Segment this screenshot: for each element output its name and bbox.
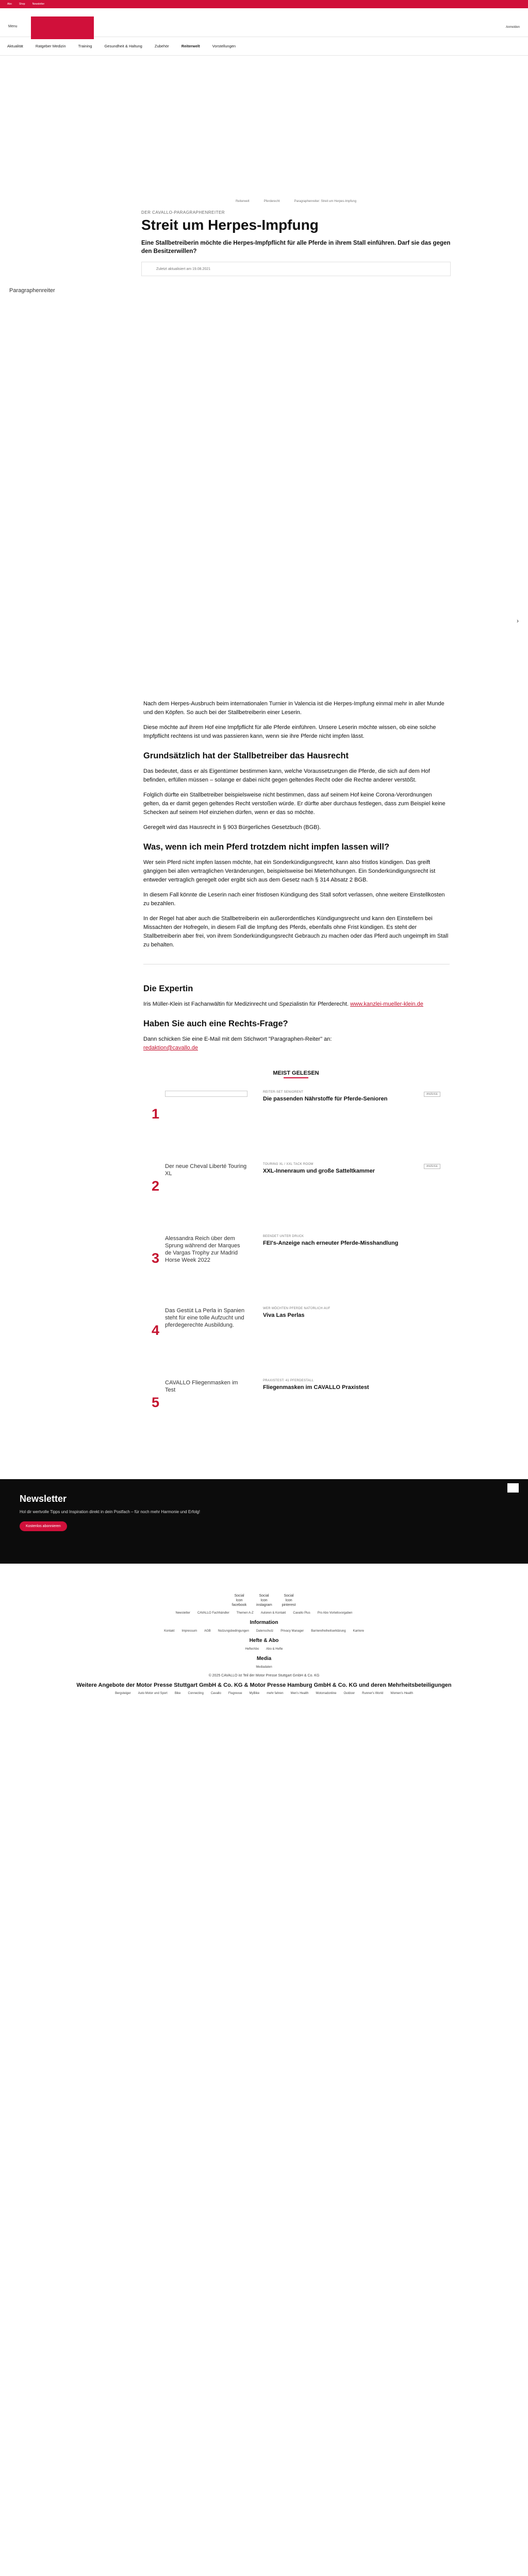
nav-item-vorstellungen[interactable]: Vorstellungen <box>212 44 236 48</box>
teaser-kicker: PRAXISTEST: 41 PFERDESTALL <box>263 1379 314 1382</box>
footer-link[interactable]: Barrierefreiheitserklärung <box>311 1630 346 1633</box>
partner-link[interactable]: Connecting <box>188 1692 204 1695</box>
most-read-title: MEIST GELESEN <box>273 1070 319 1076</box>
rank-number: 1 <box>152 1106 160 1122</box>
partner-link[interactable]: Outdoor <box>343 1692 355 1695</box>
most-read-item[interactable] <box>152 1091 440 1163</box>
ad-placeholder <box>0 56 528 200</box>
partner-link[interactable]: MyBike <box>249 1692 260 1695</box>
most-read-item[interactable] <box>152 1379 440 1451</box>
pinterest-icon[interactable]: Social Icon pinterest <box>282 1594 296 1607</box>
teaser-headline[interactable]: XXL-Innenraum und große Satteltkammer <box>263 1168 375 1174</box>
partner-link[interactable]: Men's Health <box>290 1692 309 1695</box>
paragraph: In der Regel hat aber auch die Stallbetreiberin ein außerordentliches Kündigungsrecht und kann den Einstellern bei Missachten der Hofregeln, in diesem Fall die Impfung des Pferds, ebenfalls ohne Frist kündigen. Es steht der Stallbetreiberin aber frei, von ihrem Sonderkündigungsrecht Gebrauch zu machen oder das Pferd auch ungeimpft im Stall zu behalten. <box>143 916 449 948</box>
teaser-kicker: WER MÖCHTEN PFERDE NATÜRLICH AUF <box>263 1307 331 1310</box>
breadcrumb-item[interactable]: Reiterwelt <box>235 200 250 203</box>
teaser-kicker: BEENDET UNTER DRUCK <box>263 1235 304 1238</box>
teaser-headline[interactable]: Fliegenmasken im CAVALLO Praxistest <box>263 1384 369 1391</box>
footer-info-links <box>0 1630 528 1633</box>
menu-button[interactable]: Menu <box>8 25 18 28</box>
teaser-image[interactable]: CAVALLO Fliegenmasken im Test <box>165 1380 238 1393</box>
expert-text <box>143 1000 450 1009</box>
teaser-kicker: REITER-SET SENIORENT <box>263 1091 304 1094</box>
nav-item-ratgeber-medizin[interactable]: Ratgeber Medizin <box>35 44 66 48</box>
paragraph: In diesem Fall könnte die Leserin nach einer fristlosen Kündigung des Stall sofort verlassen, ohne weitere Einstellkosten zu bezahlen. <box>143 892 445 907</box>
footer-heading-media: Media <box>256 1656 272 1662</box>
rank-number: 3 <box>152 1250 160 1266</box>
login-link[interactable]: Anmelden <box>505 26 520 29</box>
partner-link[interactable]: mehr fahren <box>267 1692 284 1695</box>
teaser-image[interactable]: Der neue Cheval Liberté Touring XL <box>165 1163 247 1177</box>
partner-link[interactable]: Auto Motor und Sport <box>138 1692 168 1695</box>
paragraph: Folglich dürfte ein Stallbetreiber beispielsweise nicht bestimmen, dass auf seinem Hof keine Corona-Verordnungen gelten, da er damit gegen geltendes Recht verstoßen würde. Er dürfte aber durchaus festlegen, dass zum Beispiel keine Schecken auf seinem Hof einziehen dürfen, wenn er das so möchte. <box>143 792 446 816</box>
footer-link[interactable]: Datenschutz <box>256 1630 274 1633</box>
partner-link[interactable]: Cavallo <box>210 1692 221 1695</box>
topbar-link-newsletter[interactable]: Newsletter <box>32 3 45 6</box>
article-teaser: Eine Stallbetreiberin möchte die Herpes-Impfpflicht für alle Pferde in ihrem Stall einführen. Darf sie das gegen den Besitzerwillen? <box>141 240 451 255</box>
footer-heft-links <box>0 1648 528 1651</box>
teaser-text <box>263 1091 440 1163</box>
partner-link[interactable]: Bergsteiger <box>115 1692 131 1695</box>
ad-badge: ANZEIGE <box>424 1164 440 1169</box>
newsletter-title: Newsletter <box>20 1494 67 1504</box>
main-navigation <box>0 37 528 56</box>
instagram-icon[interactable]: Social Icon instagram <box>256 1594 272 1607</box>
footer-heading-hefte: Hefte & Abo <box>249 1638 279 1643</box>
paragraph: Wer sein Pferd nicht impfen lassen möchte, hat ein Sonderkündigungsrecht, kann also fristlos kündigen. Das greift gängigen bei allen vertraglichen Veränderungen, beispielsweise bei Mieterhöhungen. Ein Sonderkündigungsrecht ist entweder vertraglich geregelt oder ergibt sich aus dem Gesetz nach § 314 Absatz 2 BGB. <box>143 859 436 883</box>
teaser-headline[interactable]: Die passenden Nährstoffe für Pferde-Senioren <box>263 1096 388 1102</box>
footer-link[interactable]: Themen A-Z <box>236 1612 254 1615</box>
partner-link[interactable]: Flugrevue <box>228 1692 242 1695</box>
article-body <box>143 700 450 1053</box>
nav-item-reiterwelt[interactable]: Reiterwelt <box>181 44 200 48</box>
footer-link[interactable]: Abo & Hefte <box>266 1648 283 1651</box>
social-icons <box>0 1594 528 1607</box>
footer-link[interactable]: Pro Abo Vorteilsvorgaben <box>317 1612 353 1615</box>
footer-link[interactable]: Hefte/Abo <box>245 1648 259 1651</box>
nav-item-training[interactable]: Training <box>78 44 92 48</box>
ad-badge: ANZEIGE <box>424 1092 440 1097</box>
nav-item-zubehoer[interactable]: Zubehör <box>154 44 169 48</box>
teaser-image[interactable] <box>165 1091 248 1097</box>
subscribe-button[interactable]: Kostenlos abonnieren <box>20 1521 67 1531</box>
teaser-headline[interactable]: Viva Las Perlas <box>263 1312 305 1318</box>
paragraph: Das bedeutet, dass er als Eigentümer bestimmen kann, welche Voraussetzungen die Pferde, die sich auf dem Hof befinden, erfüllen müssen – solange er dabei nicht gegen geltendes Recht oder die Rechte anderer verstößt. <box>143 768 430 783</box>
footer-link[interactable]: Mediadaten <box>256 1666 272 1669</box>
copyright: © 2025 CAVALLO ist Teil der Motor Presse Stuttgart GmbH & Co. KG <box>208 1674 320 1677</box>
hero-image <box>0 287 528 700</box>
cavallo-logo[interactable] <box>31 16 94 39</box>
most-read-section <box>152 1070 440 1451</box>
rank-number: 4 <box>152 1323 160 1338</box>
partner-link[interactable]: Runner's World <box>362 1692 384 1695</box>
site-footer <box>0 1564 528 1695</box>
footer-heading-information: Information <box>250 1620 278 1625</box>
nav-item-gesundheit-haltung[interactable]: Gesundheit & Haltung <box>104 44 142 48</box>
newsletter-image <box>507 1483 519 1493</box>
most-read-item[interactable] <box>152 1307 440 1379</box>
question-text <box>143 1035 450 1053</box>
breadcrumb-item[interactable]: Pferderecht <box>263 200 280 203</box>
footer-link[interactable]: Impressum <box>182 1630 197 1633</box>
rank-number: 2 <box>152 1178 160 1194</box>
site-header <box>0 8 528 37</box>
article-header <box>141 200 451 276</box>
expert-heading: Die Expertin <box>143 984 193 993</box>
footer-link[interactable]: Privacy Manager <box>280 1630 304 1633</box>
facebook-icon[interactable]: Social Icon facebook <box>232 1594 247 1607</box>
footer-link[interactable]: Autoren & Kontakt <box>260 1612 286 1615</box>
footer-link[interactable]: Cavallo Plus <box>293 1612 310 1615</box>
topbar-link-shop[interactable]: Shop <box>19 3 25 6</box>
footer-link[interactable]: Newsletter <box>175 1612 190 1615</box>
breadcrumb-item: Paragraphenreiter: Streit um Herpes-Impfung <box>294 200 357 203</box>
question-heading: Haben Sie auch eine Rechts-Frage? <box>143 1019 288 1028</box>
footer-media-links <box>0 1666 528 1669</box>
teaser-text <box>263 1235 440 1307</box>
teaser-headline[interactable]: FEI's-Anzeige nach erneuter Pferde-Misshandlung <box>263 1240 399 1246</box>
footer-link[interactable]: Karriere <box>353 1630 364 1633</box>
email-link[interactable]: redaktion@cavallo.de <box>143 1045 198 1051</box>
expert-box <box>143 964 450 1053</box>
teaser-text <box>263 1307 440 1379</box>
article-kicker: DER CAVALLO-PARAGRAPHENREITER <box>141 210 225 215</box>
teaser-image[interactable]: Alessandra Reich über dem Sprung während der Marques de Vargas Trophy zur Madrid Horse Week 2022 <box>165 1235 240 1263</box>
paragraph: Geregelt wird das Hausrecht in § 903 Bürgerliches Gesetzbuch (BGB). <box>143 824 321 831</box>
footer-links <box>0 1612 528 1615</box>
section-heading: Was, wenn ich mein Pferd trotzdem nicht impfen lassen will? <box>143 842 390 852</box>
hero-image-alt: Paragraphenreiter <box>9 287 55 294</box>
most-read-item[interactable] <box>152 1163 440 1235</box>
newsletter-banner <box>0 1479 528 1564</box>
partner-links <box>0 1692 528 1695</box>
question-description: Dann schicken Sie eine E-Mail mit dem Stichwort "Paragraphen-Reiter" an: <box>143 1036 332 1042</box>
teaser-kicker: TOURING XL / XXL TACK ROOM <box>263 1163 314 1166</box>
breadcrumb <box>141 200 451 203</box>
next-arrow-icon[interactable]: › <box>517 617 519 624</box>
partner-link[interactable]: Motorradonline <box>316 1692 337 1695</box>
more-offers-title: Weitere Angebote der Motor Presse Stuttgart GmbH & Co. KG & Motor Presse Hamburg GmbH & Co. KG und deren Mehrheitsbeteiligungen <box>76 1682 452 1688</box>
footer-link[interactable]: Nutzungsbedingungen <box>218 1630 249 1633</box>
nav-item-aktualitaet[interactable]: Aktualität <box>7 44 23 48</box>
most-read-item[interactable] <box>152 1235 440 1307</box>
topbar-link-abo[interactable]: Abo <box>7 3 12 6</box>
page-title: Streit um Herpes-Impfung <box>141 217 319 233</box>
teaser-text <box>263 1379 440 1451</box>
rank-number: 5 <box>152 1395 160 1410</box>
last-updated: Zuletzt aktualisiert am 19.08.2021 <box>156 267 211 271</box>
paragraph: Diese möchte auf ihrem Hof eine Impfpflicht für alle Pferde einführen. Unsere Leserin möchte wissen, ob eine solche Impfpflicht rechtens ist und was passieren kann, wenn sie ihre Pferde nicht impfen lässt. <box>143 724 436 739</box>
footer-link[interactable]: Kontakt <box>164 1630 175 1633</box>
footer-link[interactable]: CAVALLO Fachhändler <box>197 1612 229 1615</box>
title-underline <box>284 1077 308 1078</box>
teaser-image[interactable]: Das Gestüt La Perla in Spanien steht für eine tolle Aufzucht und pferdegerechte Ausbildung. <box>165 1308 245 1328</box>
footer-link[interactable]: AGB <box>204 1630 211 1633</box>
expert-link[interactable]: www.kanzlei-mueller-klein.de <box>350 1001 423 1007</box>
top-bar <box>0 0 528 8</box>
expert-description: Iris Müller-Klein ist Fachanwältin für Medizinrecht und Spezialistin für Pferderecht. <box>143 1001 349 1007</box>
section-heading: Grundsätzlich hat der Stallbetreiber das Hausrecht <box>143 751 349 760</box>
newsletter-subtitle: Hol dir wertvolle Tipps und Inspiration direkt in dein Postfach – für noch mehr Harmonie und Erfolg! <box>20 1510 200 1514</box>
partner-link[interactable]: Women's Health <box>390 1692 413 1695</box>
partner-link[interactable]: Bike <box>174 1692 181 1695</box>
paragraph: Nach dem Herpes-Ausbruch beim internationalen Turnier in Valencia ist die Herpes-Impfung einmal mehr in aller Munde und den Köpfen. So auch bei der Stallbetreiberin einer Leserin. <box>143 701 444 716</box>
teaser-text <box>263 1163 440 1235</box>
author-box <box>141 262 451 276</box>
